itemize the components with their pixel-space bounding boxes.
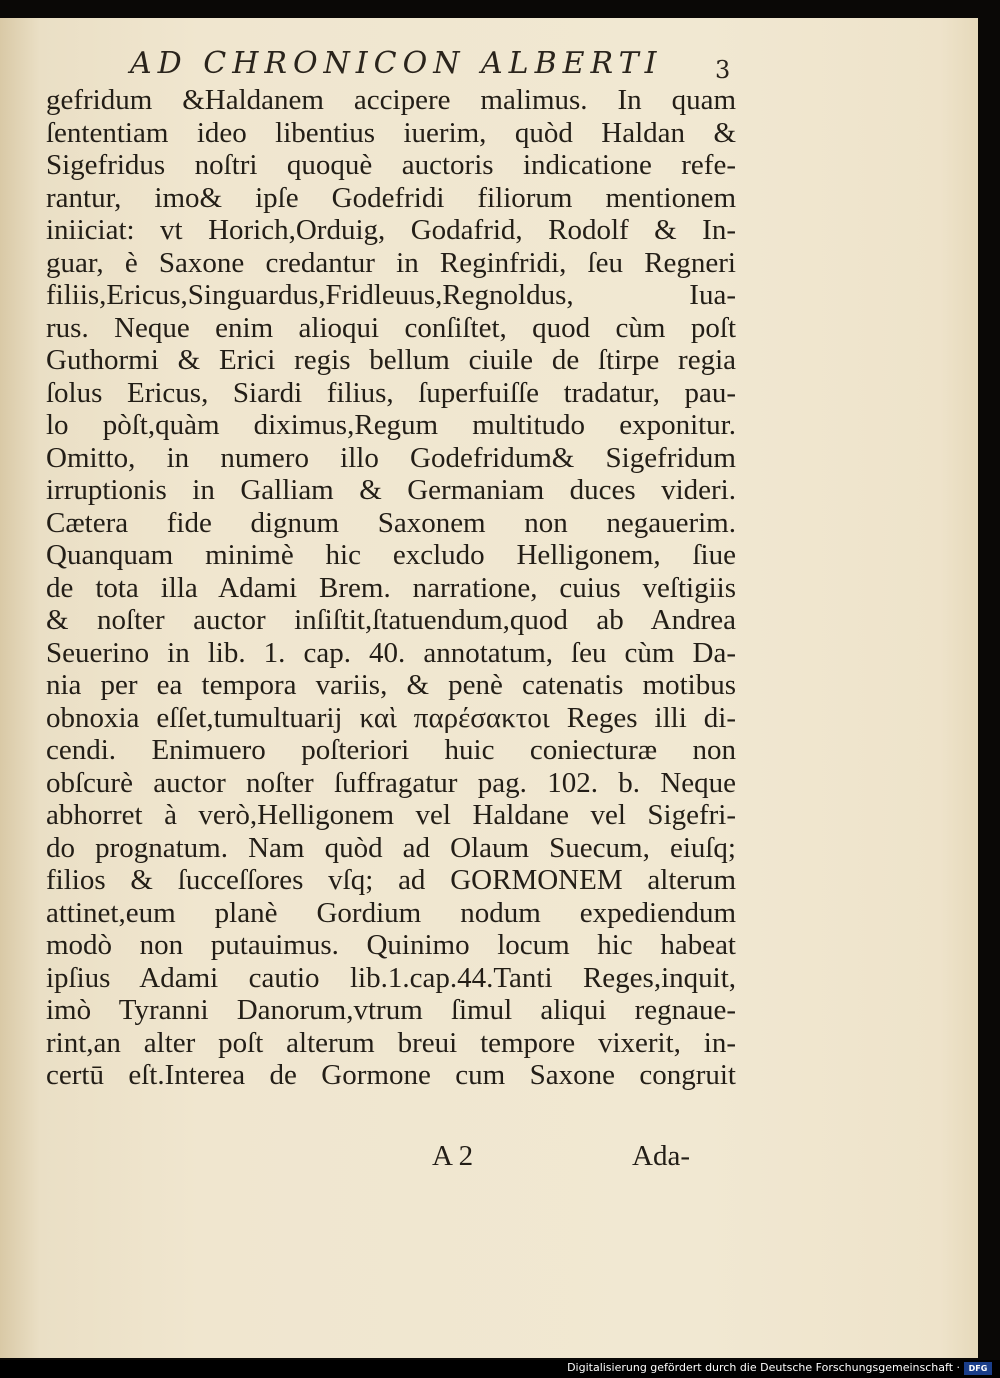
- text-line: rantur, imo& ipſe Godefridi filiorum mentionem: [46, 181, 736, 214]
- text-line: iniiciat: vt Horich,Orduig, Godafrid, Rodolf & In-: [46, 214, 736, 246]
- body-text: [46, 84, 736, 1092]
- page-number: 3: [715, 56, 731, 84]
- text-line: obnoxia eſſet,tumultuarij καὶ παρέσακτοι Reges illi di-: [46, 701, 736, 734]
- text-line: attinet,eum planè Gordium nodum expediendum: [46, 896, 736, 929]
- text-line: do prognatum. Nam quòd ad Olaum Suecum, eiuſq;: [46, 831, 736, 864]
- funding-credit: Digitalisierung gefördert durch die Deutsche Forschungsgemeinschaft ·: [567, 1361, 960, 1374]
- text-line: obſcurè auctor noſter ſuffragatur pag. 102. b. Neque: [46, 766, 736, 799]
- book-page: [0, 18, 978, 1358]
- text-line: ipſius Adami cautio lib.1.cap.44.Tanti Reges,inquit,: [46, 961, 736, 994]
- text-line: nia per ea tempora variis, & penè catenatis motibus: [46, 669, 736, 701]
- text-line: Omitto, in numero illo Godefridum& Sigefridum: [46, 441, 736, 474]
- text-line: Cætera fide dignum Saxonem non negauerim.: [46, 506, 736, 539]
- text-line: de tota illa Adami Brem. narratione, cuius veſtigiis: [46, 571, 736, 604]
- text-line: ſolus Ericus, Siardi filius, ſuperfuiſſe tradatur, pau-: [46, 376, 736, 409]
- text-line: rint,an alter poſt alterum breui tempore vixerit, in-: [46, 1026, 736, 1059]
- catchword: Ada-: [632, 1140, 690, 1172]
- running-head: AD CHRONICON ALBERTI: [130, 46, 663, 81]
- credit-bar: [0, 1360, 1000, 1378]
- text-line: filiis,Ericus,Singuardus,Fridleuus,Regnoldus, Iua-: [46, 279, 736, 311]
- text-line: guar, è Saxone credantur in Reginfridi, ſeu Regneri: [46, 246, 736, 279]
- text-line: Guthormi & Erici regis bellum ciuile de ſtirpe regia: [46, 344, 736, 376]
- text-line: modò non putauimus. Quinimo locum hic habeat: [46, 929, 736, 961]
- text-line: ſententiam ideo libentius iuerim, quòd Haldan &: [46, 116, 736, 149]
- text-line: & noſter auctor inſiſtit,ſtatuendum,quod ab Andrea: [46, 604, 736, 636]
- text-line: filios & ſucceſſores vſq; ad GORMONEM alterum: [46, 864, 736, 896]
- text-line: Seuerino in lib. 1. cap. 40. annotatum, ſeu cùm Da-: [46, 636, 736, 669]
- text-line: abhorret à verò,Helligonem vel Haldane vel Sigefri-: [46, 799, 736, 831]
- text-line: gefridum &Haldanem accipere malimus. In quam: [46, 84, 736, 116]
- text-line: certū eſt.Interea de Gormone cum Saxone congruit: [46, 1059, 736, 1091]
- text-line: cendi. Enimuero poſteriori huic coniecturæ non: [46, 734, 736, 766]
- text-line: Quanquam minimè hic excludo Helligonem, ſiue: [46, 539, 736, 571]
- text-line: imò Tyranni Danorum,vtrum ſimul aliqui regnaue-: [46, 994, 736, 1026]
- text-line: lo pòſt,quàm diximus,Regum multitudo exponitur.: [46, 409, 736, 441]
- dfg-logo: DFG: [964, 1362, 992, 1375]
- text-line: rus. Neque enim alioqui conſiſtet, quod cùm poſt: [46, 311, 736, 344]
- text-line: irruptionis in Galliam & Germaniam duces videri.: [46, 474, 736, 506]
- signature-mark: A 2: [432, 1140, 474, 1172]
- page-footer: [0, 1140, 740, 1174]
- text-line: Sigefridus noſtri quoquè auctoris indicatione refe-: [46, 149, 736, 181]
